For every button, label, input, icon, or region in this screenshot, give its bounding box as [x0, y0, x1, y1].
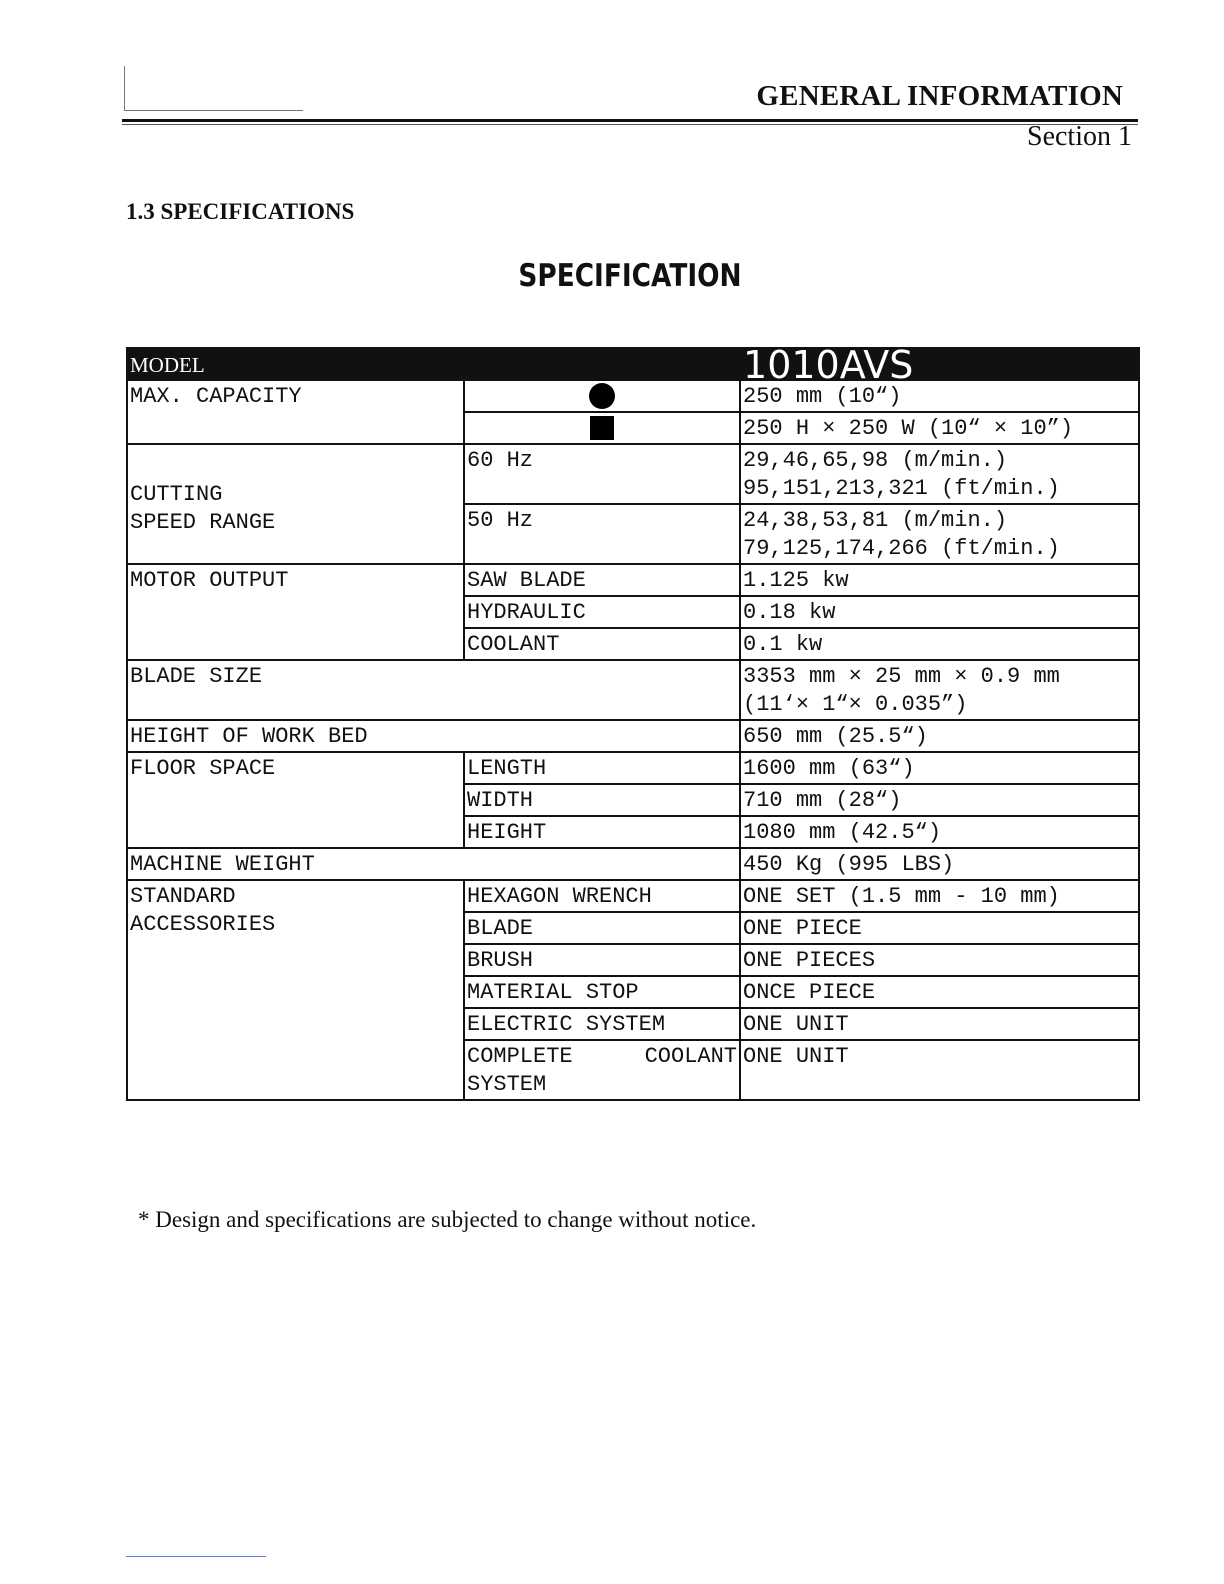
accessory-value: ONE SET (1.5 mm - 10 mm): [740, 880, 1139, 912]
width-value: 710 mm (28“): [740, 784, 1139, 816]
cutting-label-line1: CUTTING: [130, 482, 223, 507]
section-number: Section 1: [1027, 121, 1132, 152]
accessories-label: [127, 880, 464, 1100]
coolant-system-value: ONE UNIT: [740, 1040, 1139, 1100]
machine-weight-value: 450 Kg (995 LBS): [740, 848, 1139, 880]
blade-size-imperial: (11‘× 1“× 0.035”): [743, 692, 968, 717]
accessory-name: MATERIAL STOP: [464, 976, 740, 1008]
accessory-value: ONE PIECE: [740, 912, 1139, 944]
accessory-name: BRUSH: [464, 944, 740, 976]
work-bed-value: 650 mm (25.5“): [740, 720, 1139, 752]
coolant-label: COOLANT: [464, 628, 740, 660]
footnote: * Design and specifications are subjected to change without notice.: [138, 1207, 757, 1232]
machine-weight-label: MACHINE WEIGHT: [127, 848, 740, 880]
accessories-label-line2: ACCESSORIES: [130, 912, 276, 937]
hz60-label: 60 Hz: [464, 444, 740, 504]
square-capacity-value: 250 H × 250 W (10“ × 10”): [740, 412, 1139, 444]
table-row: [127, 564, 1139, 596]
spec-title: SPECIFICATION: [518, 258, 742, 294]
hz50-imperial: 79,125,174,266 (ft/min.): [743, 536, 1060, 561]
model-value: 1010AVS: [740, 348, 1139, 380]
accessories-label-line1: STANDARD: [130, 884, 236, 909]
floor-space-label: FLOOR SPACE: [127, 752, 464, 848]
hz60-imperial: 95,151,213,321 (ft/min.): [743, 476, 1060, 501]
coolant-system-line2: SYSTEM: [467, 1072, 547, 1097]
blade-size-values: [740, 660, 1139, 720]
table-row: [127, 348, 1139, 380]
motor-output-label: MOTOR OUTPUT: [127, 564, 464, 660]
accessory-value: ONE PIECES: [740, 944, 1139, 976]
table-row: [127, 752, 1139, 784]
hz60-metric: 29,46,65,98 (m/min.): [743, 448, 1008, 473]
accessory-value: ONE UNIT: [740, 1008, 1139, 1040]
coolant-value: 0.1 kw: [740, 628, 1139, 660]
blade-size-metric: 3353 mm × 25 mm × 0.9 mm: [743, 664, 1060, 689]
table-row: [127, 444, 1139, 504]
square-stock-cell: [464, 412, 740, 444]
hz50-metric: 24,38,53,81 (m/min.): [743, 508, 1008, 533]
table-row: [127, 660, 1139, 720]
round-capacity-value: 250 mm (10“): [740, 380, 1139, 412]
table-row: [127, 720, 1139, 752]
length-label: LENGTH: [464, 752, 740, 784]
height-label: HEIGHT: [464, 816, 740, 848]
header-rule-thin: [122, 124, 1138, 125]
bottom-rule: [126, 1556, 266, 1557]
work-bed-label: HEIGHT OF WORK BED: [127, 720, 740, 752]
header-rule: [122, 119, 1138, 122]
cutting-label-line2: SPEED RANGE: [130, 510, 276, 535]
subsection-title: 1.3 SPECIFICATIONS: [126, 199, 355, 224]
filled-square-icon: [590, 416, 614, 440]
width-label: WIDTH: [464, 784, 740, 816]
coolant-system-line1: [467, 1043, 737, 1071]
max-capacity-label: MAX. CAPACITY: [127, 380, 464, 444]
hz50-label: 50 Hz: [464, 504, 740, 564]
hydraulic-label: HYDRAULIC: [464, 596, 740, 628]
spec-table: [126, 347, 1140, 1101]
saw-blade-value: 1.125 kw: [740, 564, 1139, 596]
saw-blade-label: SAW BLADE: [464, 564, 740, 596]
header-blank-box: [124, 66, 303, 111]
accessory-value: ONCE PIECE: [740, 976, 1139, 1008]
coolant-system-word2: COOLANT: [644, 1044, 738, 1069]
accessory-name: BLADE: [464, 912, 740, 944]
round-stock-cell: [464, 380, 740, 412]
cutting-speed-label: [127, 444, 464, 564]
coolant-system-word1: COMPLETE: [467, 1044, 573, 1069]
document-title: GENERAL INFORMATION: [756, 80, 1123, 112]
accessory-name: HEXAGON WRENCH: [464, 880, 740, 912]
filled-circle-icon: [589, 383, 615, 409]
blade-size-label: BLADE SIZE: [127, 660, 740, 720]
model-label: MODEL: [127, 348, 740, 380]
table-row: [127, 880, 1139, 912]
hz50-values: [740, 504, 1139, 564]
table-row: [127, 848, 1139, 880]
coolant-system-name: [464, 1040, 740, 1100]
hydraulic-value: 0.18 kw: [740, 596, 1139, 628]
table-row: [127, 380, 1139, 412]
hz60-values: [740, 444, 1139, 504]
length-value: 1600 mm (63“): [740, 752, 1139, 784]
height-value: 1080 mm (42.5“): [740, 816, 1139, 848]
accessory-name: ELECTRIC SYSTEM: [464, 1008, 740, 1040]
